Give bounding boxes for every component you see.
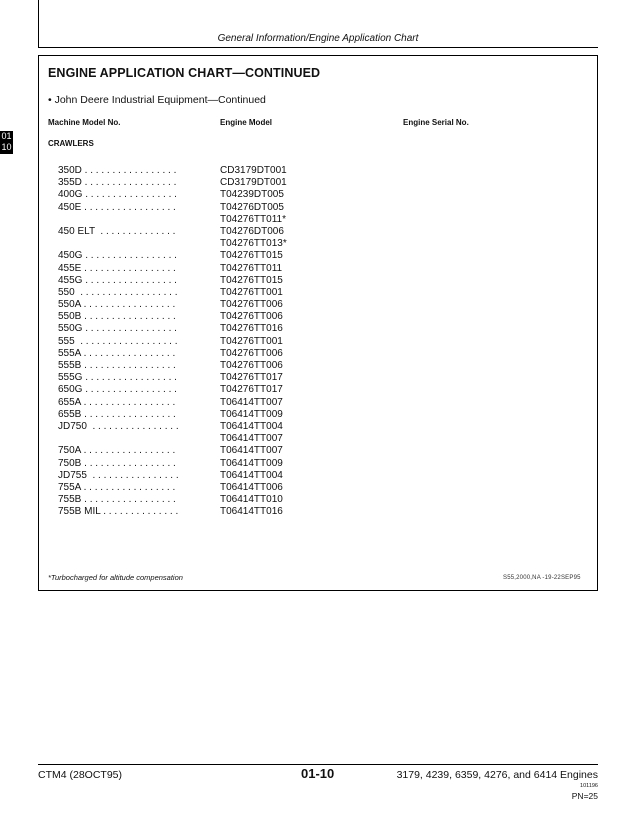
- engine-model-cell: T06414TT004: [220, 420, 283, 432]
- engine-model-cell: T04276TT015: [220, 250, 283, 262]
- machine-model-cell: 755B . . . . . . . . . . . . . . . . .: [58, 494, 176, 506]
- engine-model-cell: T04276DT005: [220, 201, 284, 213]
- section-tab: [0, 131, 13, 154]
- engine-model-cell: T04276DT006: [220, 225, 284, 237]
- engine-model-cell: CD3179DT001: [220, 177, 287, 189]
- machine-model-cell: JD750 . . . . . . . . . . . . . . . .: [58, 420, 179, 432]
- engine-model-cell: T06414TT009: [220, 408, 283, 420]
- page-number: 01-10: [301, 766, 335, 781]
- footer-engines: 3179, 4239, 6359, 4276, and 6414 Engines: [396, 769, 598, 781]
- machine-model-cell: 450G . . . . . . . . . . . . . . . . .: [58, 250, 177, 262]
- engine-model-cell: T06414TT009: [220, 457, 283, 469]
- machine-model-cell: 450 ELT . . . . . . . . . . . . . .: [58, 225, 176, 237]
- engine-model-cell: T04276TT006: [220, 360, 283, 371]
- page-header-title: General Information/Engine Application Chart: [217, 33, 419, 44]
- machine-model-cell: JD755 . . . . . . . . . . . . . . . .: [58, 469, 179, 481]
- engine-model-cell: T04276TT011*: [220, 213, 286, 225]
- engine-model-cell: T04276TT017: [220, 372, 283, 384]
- engine-model-cell: T04276TT006: [220, 299, 283, 311]
- column-header-engine: Engine Model: [220, 118, 272, 127]
- engine-model-cell: T06414TT004: [220, 469, 283, 481]
- footnote: *Turbocharged for altitude compensation: [48, 573, 183, 582]
- machine-model-cell: 555B . . . . . . . . . . . . . . . . .: [58, 360, 176, 371]
- machine-model-cell: 555 . . . . . . . . . . . . . . . . . .: [58, 335, 178, 347]
- section-label: CRAWLERS: [48, 139, 94, 148]
- engine-model-cell: CD3179DT001: [220, 165, 287, 176]
- machine-model-cell: 550 . . . . . . . . . . . . . . . . . .: [58, 286, 178, 298]
- section-tab-line2: 10: [1, 142, 12, 152]
- chart-subtitle: • John Deere Industrial Equipment—Continued: [48, 94, 266, 106]
- footer-code: 101196: [580, 783, 598, 789]
- engine-model-cell: T04276TT006: [220, 347, 283, 359]
- machine-model-cell: 350D . . . . . . . . . . . . . . . . .: [58, 165, 177, 176]
- section-tab-line1: 01: [1, 131, 12, 141]
- engine-model-cell: T06414TT016: [220, 506, 283, 518]
- reference-code: S55,2000,NA -19-22SEP95: [503, 575, 581, 581]
- engine-model-cell: T04276TT013*: [220, 238, 287, 250]
- machine-model-cell: 550A . . . . . . . . . . . . . . . . .: [58, 299, 176, 311]
- engine-model-cell: T04276TT001: [220, 286, 283, 298]
- engine-model-cell: T04276TT006: [220, 311, 283, 323]
- machine-model-cell: 750A . . . . . . . . . . . . . . . . .: [58, 445, 176, 457]
- machine-model-cell: 555A . . . . . . . . . . . . . . . . .: [58, 347, 176, 359]
- engine-model-cell: T06414TT010: [220, 494, 283, 506]
- engine-model-cell: T04276TT001: [220, 335, 283, 347]
- machine-model-cell: 550B . . . . . . . . . . . . . . . . .: [58, 311, 176, 323]
- machine-model-cell: 755A . . . . . . . . . . . . . . . . .: [58, 481, 176, 493]
- machine-model-cell: 655A . . . . . . . . . . . . . . . . .: [58, 396, 176, 408]
- footer-manual-id: CTM4 (28OCT95): [38, 769, 123, 781]
- engine-model-cell: T06414TT007: [220, 445, 283, 457]
- machine-model-cell: 755B MIL . . . . . . . . . . . . . .: [58, 506, 179, 518]
- machine-model-cell: 750B . . . . . . . . . . . . . . . . .: [58, 457, 176, 469]
- machine-model-cell: 650G . . . . . . . . . . . . . . . . .: [58, 384, 177, 396]
- engine-model-cell: T04276TT016: [220, 323, 283, 335]
- engine-model-cell: T06414TT007: [220, 396, 283, 408]
- machine-model-cell: 400G . . . . . . . . . . . . . . . . .: [58, 189, 177, 201]
- chart-title: ENGINE APPLICATION CHART—CONTINUED: [48, 66, 321, 80]
- engine-model-cell: T04276TT017: [220, 384, 283, 396]
- engine-model-cell: T06414TT007: [220, 433, 283, 445]
- column-header-machine: Machine Model No.: [48, 118, 121, 127]
- footer-pn: PN=25: [571, 791, 598, 801]
- machine-model-cell: 355D . . . . . . . . . . . . . . . . .: [58, 177, 177, 189]
- machine-model-cell: 655B . . . . . . . . . . . . . . . . .: [58, 408, 176, 420]
- machine-model-cell: 455G . . . . . . . . . . . . . . . . .: [58, 274, 177, 286]
- engine-model-cell: T04276TT015: [220, 274, 283, 286]
- engine-model-cell: T04239DT005: [220, 189, 284, 201]
- header-rule: [38, 47, 598, 48]
- machine-model-cell: 555G . . . . . . . . . . . . . . . . .: [58, 372, 177, 384]
- engine-model-cell: T04276TT011: [220, 262, 283, 274]
- machine-model-cell: 550G . . . . . . . . . . . . . . . . .: [58, 323, 177, 335]
- machine-model-cell: 450E . . . . . . . . . . . . . . . . .: [58, 201, 176, 213]
- engine-model-cell: T06414TT006: [220, 481, 283, 493]
- machine-model-cell: 455E . . . . . . . . . . . . . . . . .: [58, 262, 176, 274]
- column-header-serial: Engine Serial No.: [403, 118, 469, 127]
- footer-rule: [38, 764, 598, 765]
